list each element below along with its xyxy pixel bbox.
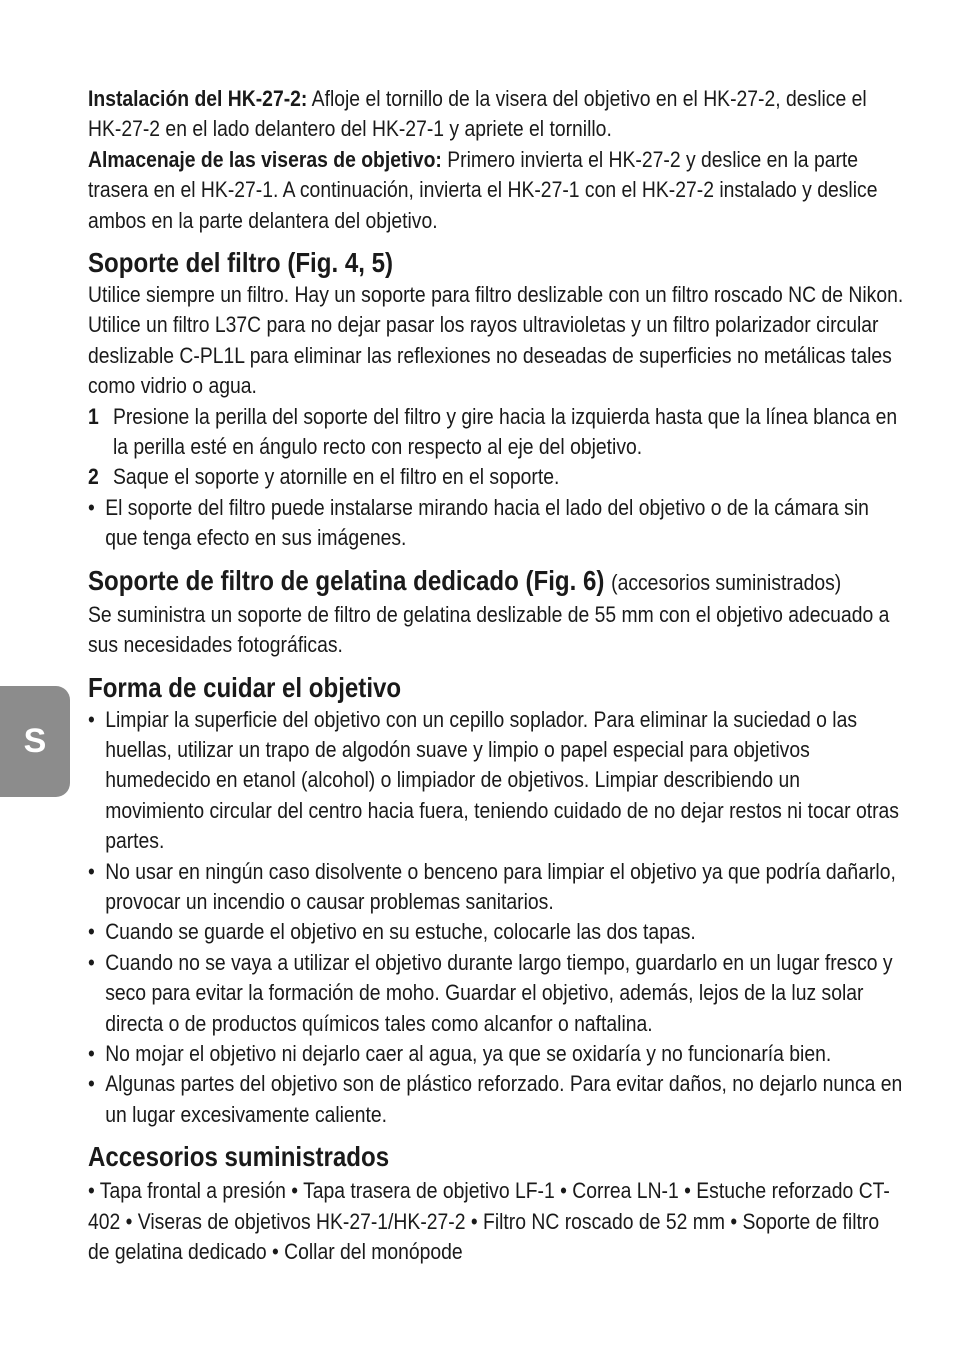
step-number: 2 (88, 464, 99, 490)
bullet-text: Algunas partes del objetivo son de plástico reforzado. Para evitar daños, no dejarlo nunca en un lugar excesivamente caliente. (105, 1071, 903, 1127)
note-text: El soporte del filtro puede instalarse mirando hacia el lado del objetivo o de la cámara sin que tenga efecto en sus imágenes. (105, 494, 869, 551)
bullet-icon: • (88, 1071, 95, 1097)
filter-body: Utilice siempre un filtro. Hay un soporte para filtro deslizable con un filtro roscado NC de Nikon. Utilice un filtro L37C para no dejar pasar los rayos ultravioletas y un filtro polarizador circular deslizable C-PL1L para eliminar las reflexiones no deseadas de superficies no metálicas tales como vidrio o agua. (88, 282, 904, 399)
bullet-icon: • (88, 858, 95, 884)
section-tab (0, 686, 70, 797)
step-number: 1 (88, 403, 99, 429)
care-section (88, 671, 904, 1131)
care-bullet (88, 1069, 904, 1130)
gel-body: Se suministra un soporte de filtro de gelatina deslizable de 55 mm con el objetivo adecuado a sus necesidades fotográficas. (88, 601, 890, 658)
accessories-heading: Accesorios suministrados (88, 1141, 390, 1173)
bullet-icon: • (88, 706, 95, 732)
care-bullet (88, 948, 904, 1039)
care-heading: Forma de cuidar el objetivo (88, 671, 402, 703)
bullet-icon: • (88, 1040, 95, 1066)
bullet-icon: • (88, 494, 95, 520)
filter-step (88, 462, 904, 492)
bullet-text: No mojar el objetivo ni dejarlo caer al agua, ya que se oxidaría y no funcionaría bien. (105, 1040, 832, 1066)
bullet-text: Limpiar la superficie del objetivo con un cepillo soplador. Para eliminar la suciedad o las huellas, utilizar un trapo de algodón suave y limpio o papel especial para objetivos humedecido en etanol (alcohol) o limpiador de objetivos. Limpiar describiendo un movimiento circular del centro hacia fuera, teniendo cuidado de no dejar restos ni tocar otras partes. (105, 706, 899, 854)
filter-heading: Soporte del filtro (Fig. 4, 5) (88, 247, 394, 279)
page-content (88, 84, 904, 1267)
intro-text: Afloje el tornillo de la visera del objetivo en el HK-27-2, deslice el HK-27-2 en el lado delantero del HK-27-1 y apriete el tornillo. (88, 86, 867, 142)
gel-heading-sub: (accesorios suministrados) (611, 569, 842, 595)
gel-heading (88, 564, 904, 600)
intro-label: Almacenaje de las viseras de objetivo: (88, 146, 442, 172)
care-bullet (88, 1039, 904, 1069)
filter-section (88, 246, 904, 554)
care-bullet (88, 705, 904, 857)
bullet-icon: • (88, 949, 95, 975)
intro-text: Primero invierta el HK-27-2 y deslice en la parte trasera en el HK-27-1. A continuación, invierta el HK-27-1 con el HK-27-2 instalado y deslice ambos en la parte delantera del objetivo. (88, 146, 878, 233)
section-tab-letter: S (23, 722, 47, 760)
filter-step (88, 402, 904, 463)
gel-heading-text: Soporte de filtro de gelatina dedicado (Fig. 6) (88, 564, 605, 596)
accessories-list: • Tapa frontal a presión • Tapa trasera de objetivo LF-1 • Correa LN-1 • Estuche reforzado CT-402 • Viseras de objetivos HK-27-1/HK-27-2 • Filtro NC roscado de 52 mm • Soporte de filtro de gelatina dedicado • Collar del monópode (88, 1178, 890, 1264)
step-text: Saque el soporte y atornille en el filtro en el soporte. (112, 464, 560, 490)
bullet-text: Cuando se guarde el objetivo en su estuche, colocarle las dos tapas. (105, 919, 696, 945)
bullet-text: Cuando no se vaya a utilizar el objetivo durante largo tiempo, guardarlo en un lugar fresco y seco para evitar la formación de moho. Guardar el objetivo, además, lejos de la luz solar directa o de productos químicos tales como alcanfor o naftalina. (105, 949, 893, 1036)
intro-hk27-2 (88, 84, 904, 145)
bullet-text: No usar en ningún caso disolvente o benceno para limpiar el objetivo ya que podría dañarlo, provocar un incendio o causar problemas sanitarios. (105, 858, 896, 914)
filter-note (88, 493, 904, 554)
bullet-icon: • (88, 919, 95, 945)
step-text: Presione la perilla del soporte del filtro y gire hacia la izquierda hasta que la línea blanca en la perilla esté en ángulo recto con respecto al eje del objetivo. (112, 403, 898, 460)
gel-section (88, 564, 904, 661)
intro-storage (88, 145, 904, 236)
care-bullet (88, 917, 904, 947)
care-bullet (88, 857, 904, 918)
intro-label: Instalación del HK-27-2: (88, 86, 308, 111)
accessories-section (88, 1140, 904, 1267)
